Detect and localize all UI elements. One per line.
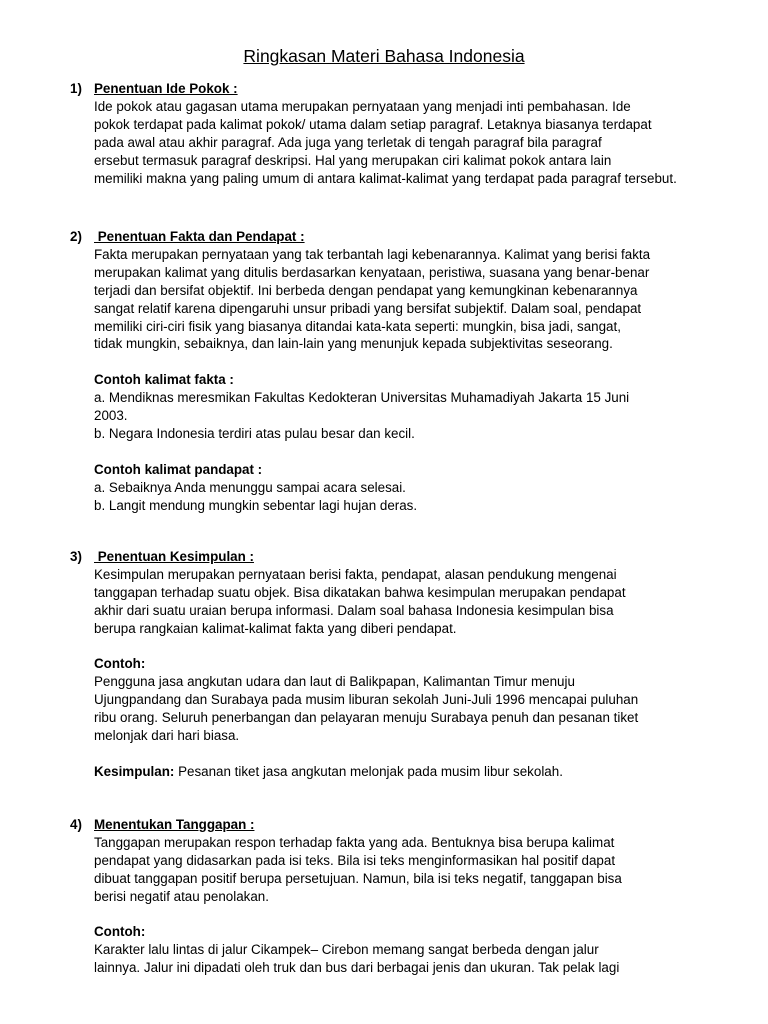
example-label: Contoh: xyxy=(94,656,146,672)
example-line: Pengguna jasa angkutan udara dan laut di Balikpapan, Kalimantan Timur menuju xyxy=(94,674,575,690)
conclusion-text: Pesanan tiket jasa angkutan melonjak pada musim libur sekolah. xyxy=(174,763,563,779)
conclusion-label: Kesimpulan: xyxy=(94,763,175,779)
body-line: memiliki ciri-ciri fisik yang biasanya ditandai kata-kata seperti: mungkin, bisa jadi, sangat, xyxy=(94,318,621,334)
body-line: pendapat yang didasarkan pada isi teks. Bila isi teks menginformasikan hal positif dapat xyxy=(94,852,616,868)
example-line: lainnya. Jalur ini dipadati oleh truk dan bus dari berbagai jenis dan ukuran. Tak pelak lagi xyxy=(94,960,620,976)
body-line: terjadi dan bersifat objektif. Ini berbeda dengan pendapat yang kemungkinan kebenarannya xyxy=(94,282,638,298)
section-fakta-pendapat xyxy=(70,228,730,514)
page-title: Ringkasan Materi Bahasa Indonesia xyxy=(243,46,525,66)
body-line: Fakta merupakan pernyataan yang tak terbantah lagi kebenarannya. Kalimat yang berisi fakta xyxy=(94,246,651,262)
body-line: pokok terdapat pada kalimat pokok/ utama dalam setiap paragraf. Letaknya biasanya terdapat xyxy=(94,116,652,132)
body-line: ersebut termasuk paragraf deskripsi. Hal yang merupakan ciri kalimat pokok antara lain xyxy=(94,152,612,168)
example-line: Ujungpandang dan Surabaya pada musim liburan sekolah Juni-Juli 1996 mencapai puluhan xyxy=(94,692,639,708)
body-line: tanggapan terhadap suatu objek. Bisa dikatakan bahwa kesimpulan merupakan pendapat xyxy=(94,584,626,600)
body-line: dibuat tanggapan positif berupa persetujuan. Namun, bila isi teks negatif, tanggapan bisa xyxy=(94,870,622,886)
section-number: 1) xyxy=(70,81,82,96)
section-kesimpulan xyxy=(70,548,730,781)
section-heading-text: Menentukan Tanggapan : xyxy=(94,817,255,832)
body-line: berisi negatif atau penolakan. xyxy=(94,888,269,904)
body-line: Tanggapan merupakan respon terhadap fakta yang ada. Bentuknya bisa berupa kalimat xyxy=(94,834,615,850)
body-line: memiliki makna yang paling umum di antara kalimat-kalimat yang terdapat pada paragraf tersebut. xyxy=(94,170,677,186)
body-line: pada awal atau akhir paragraf. Ada juga yang terletak di tengah paragraf bila paragraf xyxy=(94,134,602,150)
section-number: 3) xyxy=(70,549,82,564)
fact-example-item: 2003. xyxy=(94,408,128,424)
body-line: tidak mungkin, sebaiknya, dan lain-lain yang menunjuk kepada subjektivitas seseorang. xyxy=(94,336,613,352)
body-line: akhir dari suatu uraian berupa informasi. Dalam soal bahasa Indonesia kesimpulan bisa xyxy=(94,602,614,618)
section-body xyxy=(94,834,730,977)
body-line: sangat relatif karena dipengaruhi unsur pribadi yang bersifat subjektif. Dalam soal, pendapat xyxy=(94,300,642,316)
section-body xyxy=(94,98,730,188)
section-heading xyxy=(70,80,730,98)
body-line: Ide pokok atau gagasan utama merupakan pernyataan yang menjadi inti pembahasan. Ide xyxy=(94,98,631,114)
section-number: 2) xyxy=(70,229,82,244)
body-line: merupakan kalimat yang ditulis berdasarkan kenyataan, peristiwa, suasana yang benar-benar xyxy=(94,264,650,280)
fact-example-label: Contoh kalimat fakta : xyxy=(94,372,234,388)
example-line: melonjak dari hari biasa. xyxy=(94,728,240,744)
example-line: Karakter lalu lintas di jalur Cikampek– Cirebon memang sangat berbeda dengan jalur xyxy=(94,942,599,958)
section-body xyxy=(94,246,730,515)
body-line: berupa rangkaian kalimat-kalimat fakta yang diberi pendapat. xyxy=(94,620,457,636)
opinion-example-item: b. Langit mendung mungkin sebentar lagi hujan deras. xyxy=(94,497,418,513)
conclusion-line xyxy=(94,763,730,781)
section-body xyxy=(94,566,730,781)
section-number: 4) xyxy=(70,817,82,832)
body-line: Kesimpulan merupakan pernyataan berisi fakta, pendapat, alasan pendukung mengenai xyxy=(94,566,617,582)
section-heading xyxy=(70,228,730,246)
fact-example-item: a. Mendiknas meresmikan Fakultas Kedokteran Universitas Muhamadiyah Jakarta 15 Juni xyxy=(94,390,630,406)
example-line: ribu orang. Seluruh penerbangan dan pelayaran menuju Surabaya penuh dan pesanan tiket xyxy=(94,710,639,726)
opinion-example-item: a. Sebaiknya Anda menunggu sampai acara selesai. xyxy=(94,479,406,495)
section-tanggapan xyxy=(70,816,730,977)
fact-example-item: b. Negara Indonesia terdiri atas pulau besar dan kecil. xyxy=(94,425,415,441)
section-ide-pokok xyxy=(70,80,730,187)
example-label: Contoh: xyxy=(94,924,146,940)
section-heading-text: Penentuan Kesimpulan : xyxy=(94,549,254,564)
opinion-example-label: Contoh kalimat pandapat : xyxy=(94,461,263,477)
section-heading-text: Penentuan Ide Pokok : xyxy=(94,81,238,96)
section-heading xyxy=(70,548,730,566)
section-heading-text: Penentuan Fakta dan Pendapat : xyxy=(94,229,305,244)
section-heading xyxy=(70,816,730,834)
